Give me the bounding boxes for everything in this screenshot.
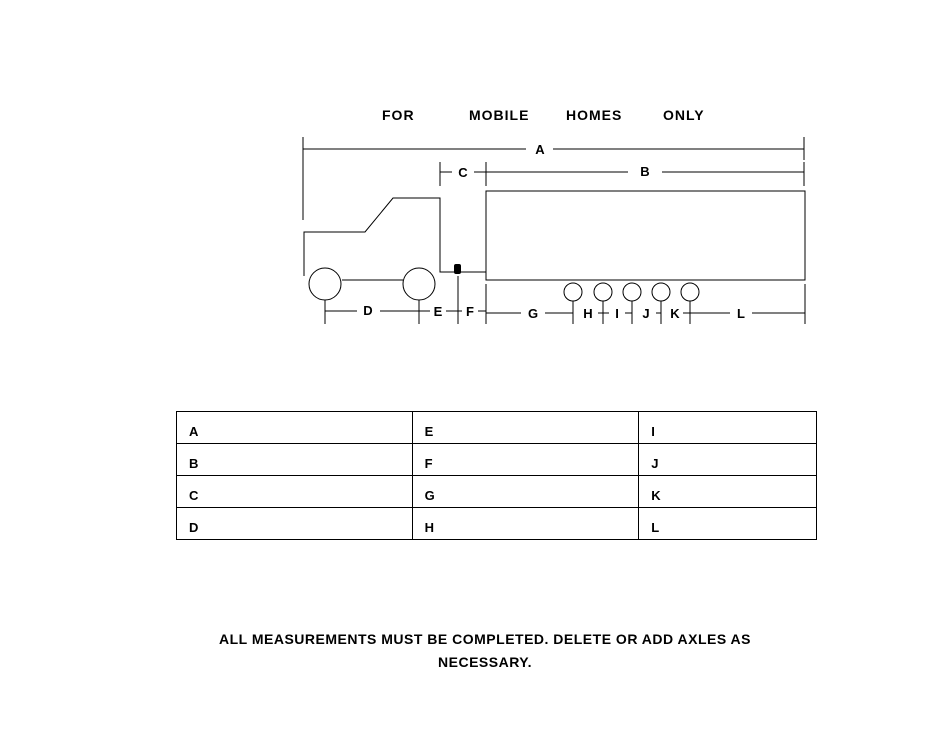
title-homes: HOMES (566, 107, 623, 123)
label-i: I (615, 306, 619, 321)
title-only: ONLY (663, 107, 705, 123)
table-cell-a[interactable]: A (177, 412, 413, 444)
title-for: FOR (382, 107, 415, 123)
instructions-line-1: ALL MEASUREMENTS MUST BE COMPLETED. DELETE OR ADD AXLES AS (219, 631, 751, 647)
table-row (177, 412, 817, 444)
axle-wheel-2 (594, 283, 612, 301)
table-cell-g[interactable]: G (412, 476, 639, 508)
label-d: D (363, 303, 373, 318)
label-b: B (640, 164, 650, 179)
axle-wheel-3 (623, 283, 641, 301)
label-a: A (535, 142, 545, 157)
table-cell-d[interactable]: D (177, 508, 413, 540)
rear-wheel (403, 268, 435, 300)
table-row (177, 508, 817, 540)
table-cell-j[interactable]: J (639, 444, 817, 476)
table-cell-h[interactable]: H (412, 508, 639, 540)
front-wheel (309, 268, 341, 300)
label-j: J (642, 306, 650, 321)
mobile-home-trailer (486, 191, 805, 280)
table-cell-l[interactable]: L (639, 508, 817, 540)
title-mobile: MOBILE (469, 107, 530, 123)
table-row (177, 444, 817, 476)
label-k: K (670, 306, 680, 321)
table-cell-e[interactable]: E (412, 412, 639, 444)
table-cell-c[interactable]: C (177, 476, 413, 508)
table-row (177, 476, 817, 508)
axle-wheel-1 (564, 283, 582, 301)
instructions-note (150, 628, 820, 674)
label-g: G (527, 306, 539, 321)
hitch-jack (454, 264, 461, 274)
instructions-line-2: NECESSARY. (438, 654, 532, 670)
table-cell-f[interactable]: F (412, 444, 639, 476)
measurement-table (176, 411, 817, 540)
label-c: C (458, 165, 468, 180)
table-cell-k[interactable]: K (639, 476, 817, 508)
axle-wheel-5 (681, 283, 699, 301)
label-f: F (466, 304, 474, 319)
table-cell-i[interactable]: I (639, 412, 817, 444)
label-e: E (433, 304, 443, 319)
table-cell-b[interactable]: B (177, 444, 413, 476)
axle-wheel-4 (652, 283, 670, 301)
label-h: H (583, 306, 593, 321)
label-l: L (737, 306, 745, 321)
